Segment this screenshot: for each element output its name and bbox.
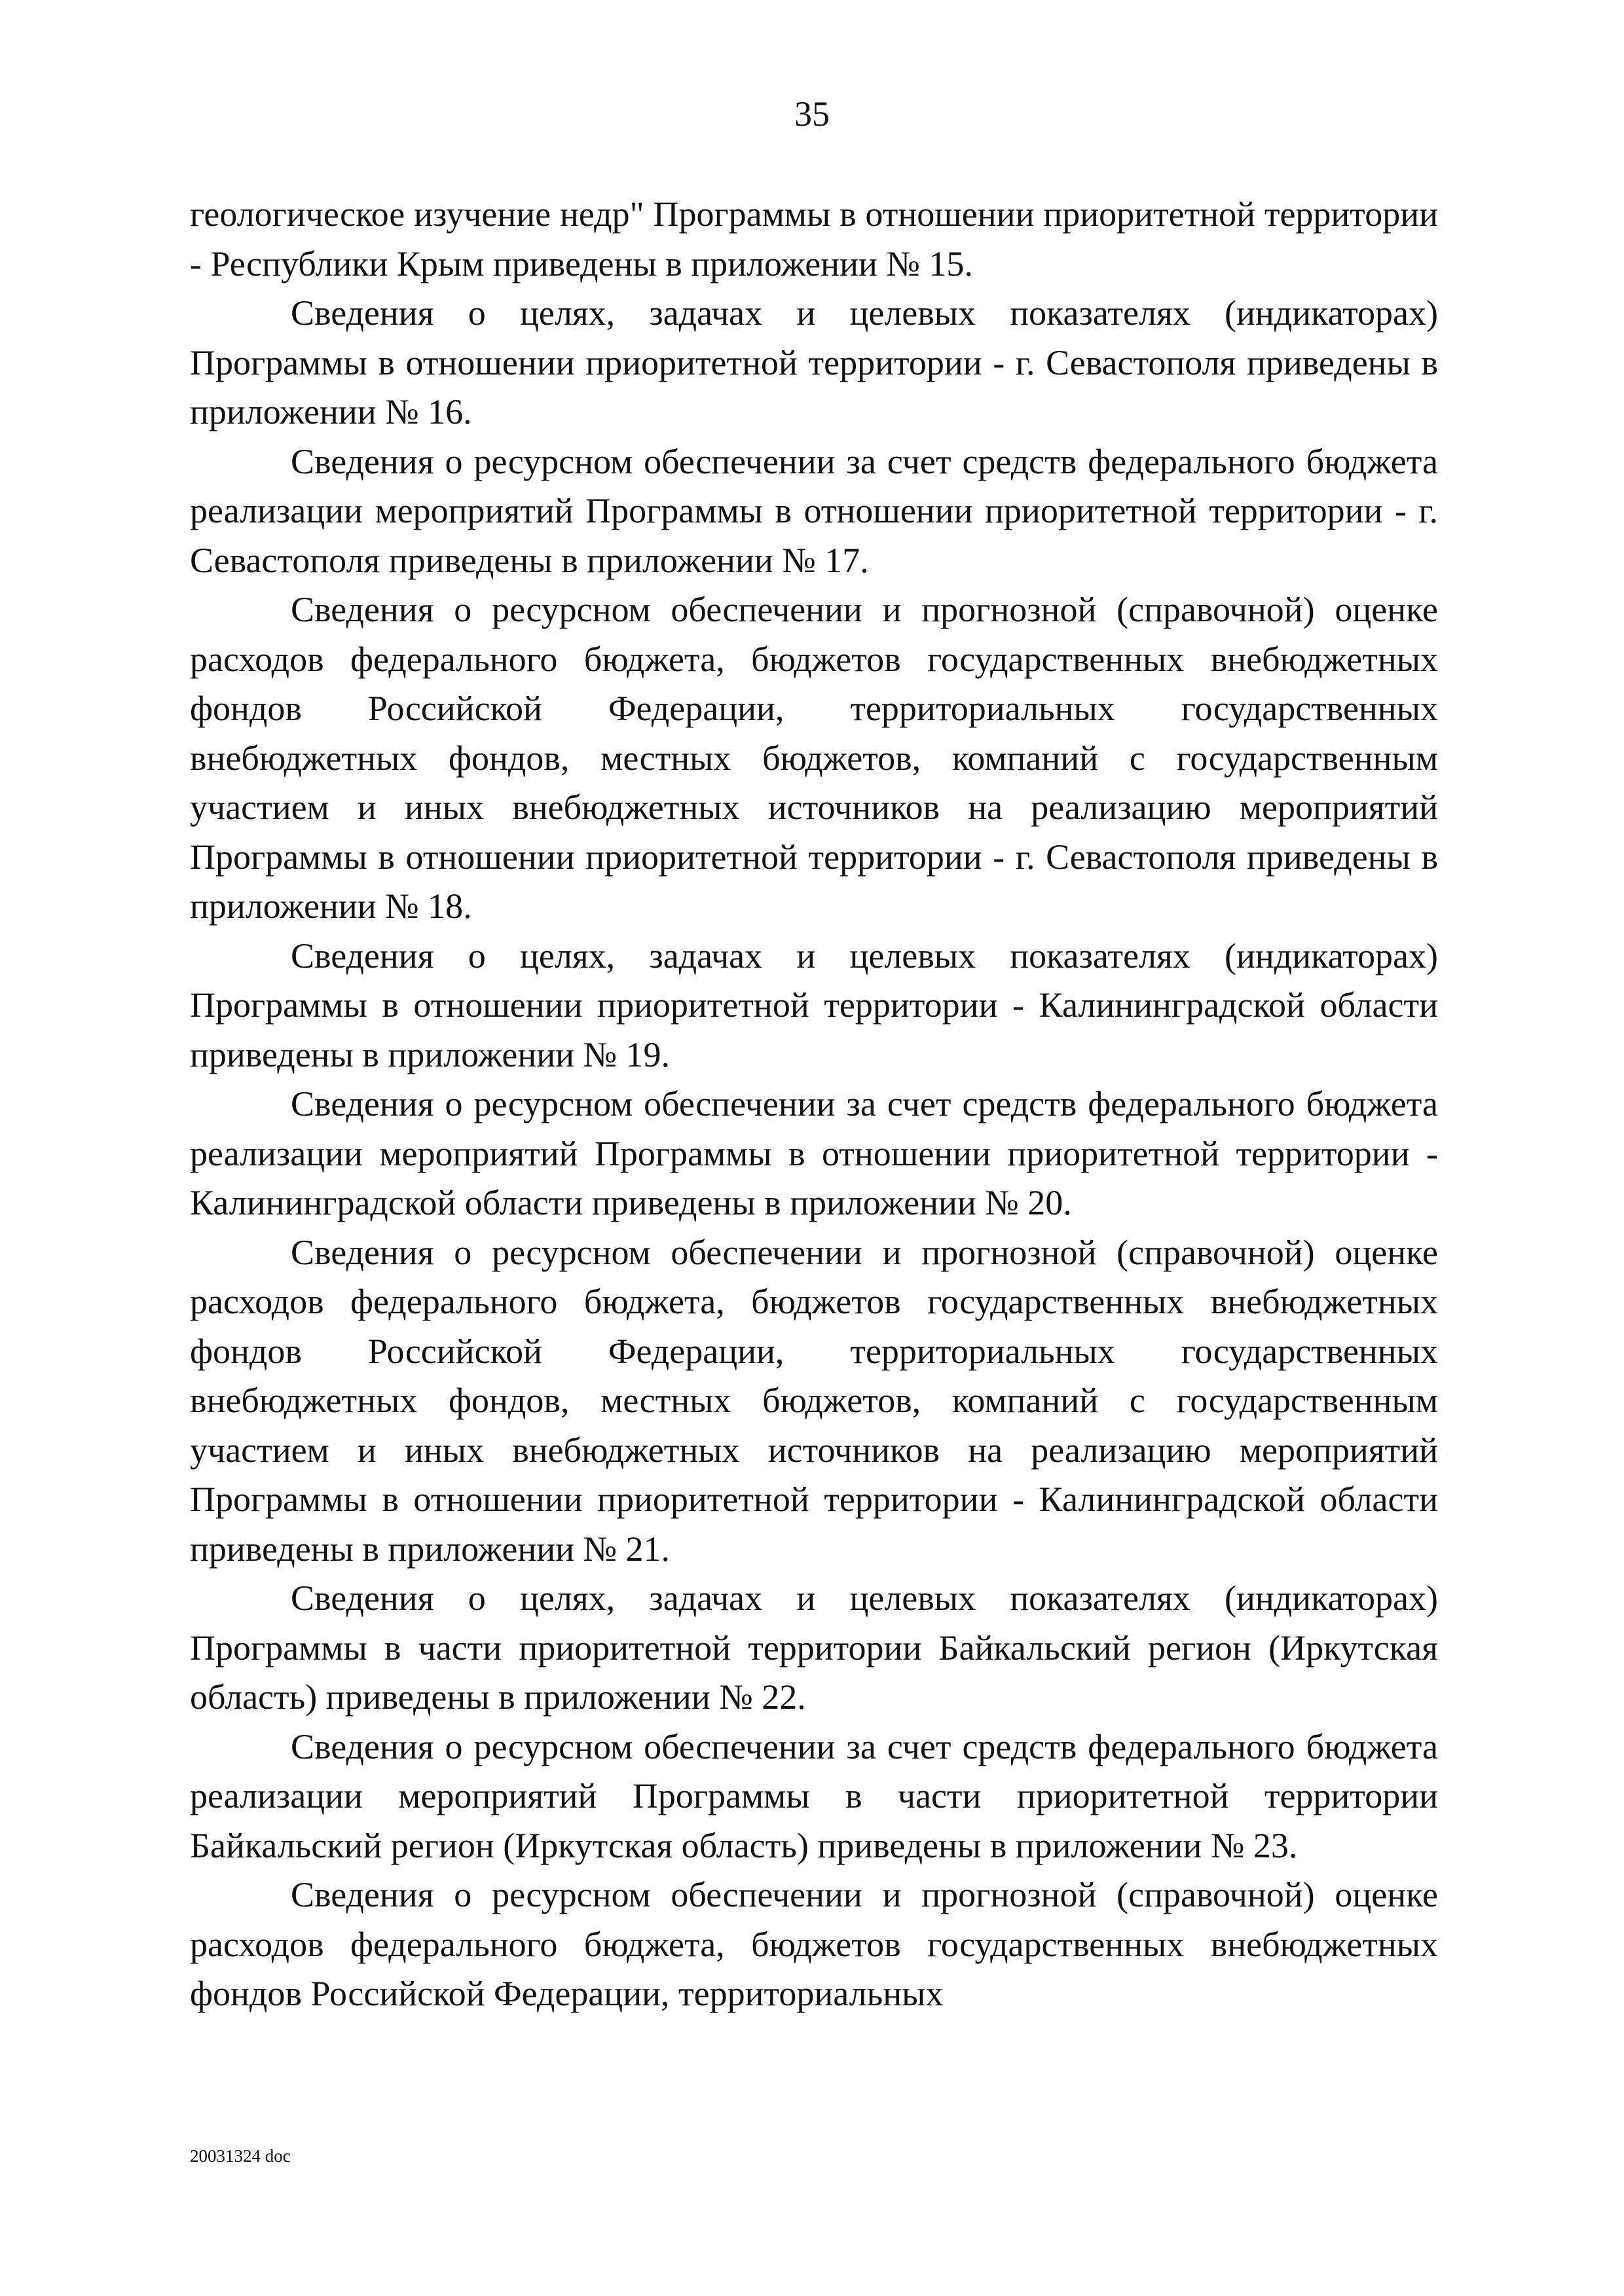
paragraph-2: Сведения о целях, задачах и целевых показателях (индикаторах) Программы в отношении приоритетной территории - г. Севастополя приведены в приложении № 16.: [190, 293, 1438, 431]
page-number: 35: [794, 94, 830, 134]
paragraph-5: Сведения о целях, задачах и целевых показателях (индикаторах) Программы в отношении приоритетной территории - Калининградской области приведены в приложении № 19.: [190, 936, 1438, 1074]
paragraph-1: геологическое изучение недр" Программы в отношении приоритетной территории - Республики Крым приведены в приложении № 15.: [190, 194, 1438, 283]
paragraph-3: Сведения о ресурсном обеспечении за счет средств федерального бюджета реализации мероприятий Программы в отношении приоритетной территории - г. Севастополя приведены в приложении № 17.: [190, 441, 1438, 580]
paragraph-6: Сведения о ресурсном обеспечении за счет средств федерального бюджета реализации мероприятий Программы в отношении приоритетной территории - Калининградской области приведены в приложении № 20.: [190, 1084, 1438, 1222]
paragraph-4: Сведения о ресурсном обеспечении и прогнозной (справочной) оценке расходов федерального бюджета, бюджетов государственных внебюджетных фондов Российской Федерации, территориальных государственных внебюджетных фондов, местных бюджетов, компаний с государственным участием и иных внебюджетных источников на реализацию мероприятий Программы в отношении приоритетной территории - г. Севастополя приведены в приложении № 18.: [190, 590, 1438, 926]
document-body: [190, 190, 1438, 2019]
paragraph-7: Сведения о ресурсном обеспечении и прогнозной (справочной) оценке расходов федерального бюджета, бюджетов государственных внебюджетных фондов Российской Федерации, территориальных государственных внебюджетных фондов, местных бюджетов, компаний с государственным участием и иных внебюджетных источников на реализацию мероприятий Программы в отношении приоритетной территории - Калининградской области приведены в приложении № 21.: [190, 1232, 1438, 1569]
paragraph-9: Сведения о ресурсном обеспечении за счет средств федерального бюджета реализации мероприятий Программы в части приоритетной территории Байкальский регион (Иркутская область) приведены в приложении № 23.: [190, 1726, 1438, 1865]
paragraph-10: Сведения о ресурсном обеспечении и прогнозной (справочной) оценке расходов федерального бюджета, бюджетов государственных внебюджетных фондов Российской Федерации, территориальных: [190, 1875, 1438, 2013]
footer-file-code: 20031324 doc: [190, 2146, 291, 2166]
paragraph-8: Сведения о целях, задачах и целевых показателях (индикаторах) Программы в части приоритетной территории Байкальский регион (Иркутская область) приведены в приложении № 22.: [190, 1578, 1438, 1717]
